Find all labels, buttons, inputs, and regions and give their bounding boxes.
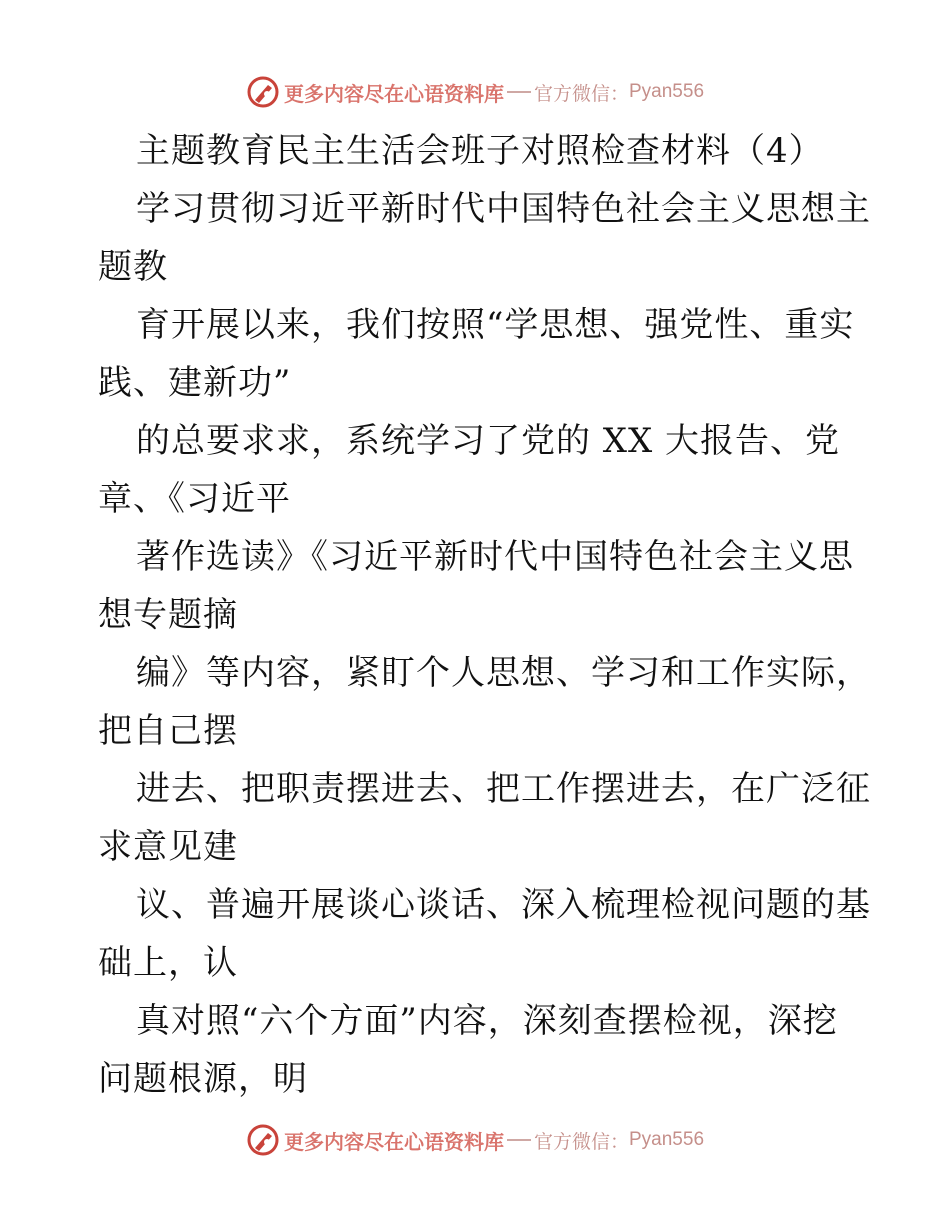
text-line: 题教: [98, 247, 168, 287]
text-line: 础上，认: [98, 943, 238, 983]
text-line: 学习贯彻习近平新时代中国特色社会主义思想主: [136, 189, 871, 229]
text-line: 想专题摘: [98, 595, 238, 635]
text-line: 章、《习近平: [98, 479, 291, 519]
text-line: 育开展以来，我们按照“学思想、强党性、重实: [136, 305, 855, 345]
watermark-divider: [507, 91, 531, 93]
text-line: 真对照“六个方面”内容，深刻查摆检视，深挖: [136, 1001, 838, 1041]
watermark-wechat-label: 官方微信：: [533, 1130, 629, 1153]
watermark-wechat-id: Pyan556: [629, 81, 705, 102]
text-line: 把自己摆: [98, 711, 238, 751]
pen-logo-icon: [246, 1123, 280, 1157]
document-title: 主题教育民主生活会班子对照检查材料（4）: [136, 131, 824, 171]
text-line: 进去、把职责摆进去、把工作摆进去，在广泛征: [136, 769, 871, 809]
watermark-wechat-id: Pyan556: [629, 1129, 705, 1150]
text-line: 议、普遍开展谈心谈话、深入梳理检视问题的基: [136, 885, 871, 925]
watermark-divider: [507, 1139, 531, 1141]
watermark-wechat-label: 官方微信：: [533, 82, 629, 105]
pen-logo-icon: [246, 75, 280, 109]
watermark-banner-top: [0, 70, 950, 114]
text-line: 求意见建: [98, 827, 238, 867]
watermark-text: 更多内容尽在心语资料库: [283, 81, 504, 106]
text-line: 编》等内容，紧盯个人思想、学习和工作实际，: [136, 653, 871, 693]
text-line: 的总要求求，系统学习了党的 XX 大报告、党: [136, 421, 841, 461]
text-line: 践、建新功”: [98, 363, 292, 403]
watermark-text: 更多内容尽在心语资料库: [283, 1129, 504, 1154]
text-line: 著作选读》《习近平新时代中国特色社会主义思: [136, 537, 854, 577]
text-line: 问题根源，明: [98, 1059, 308, 1099]
watermark-banner-bottom: [0, 1118, 950, 1162]
